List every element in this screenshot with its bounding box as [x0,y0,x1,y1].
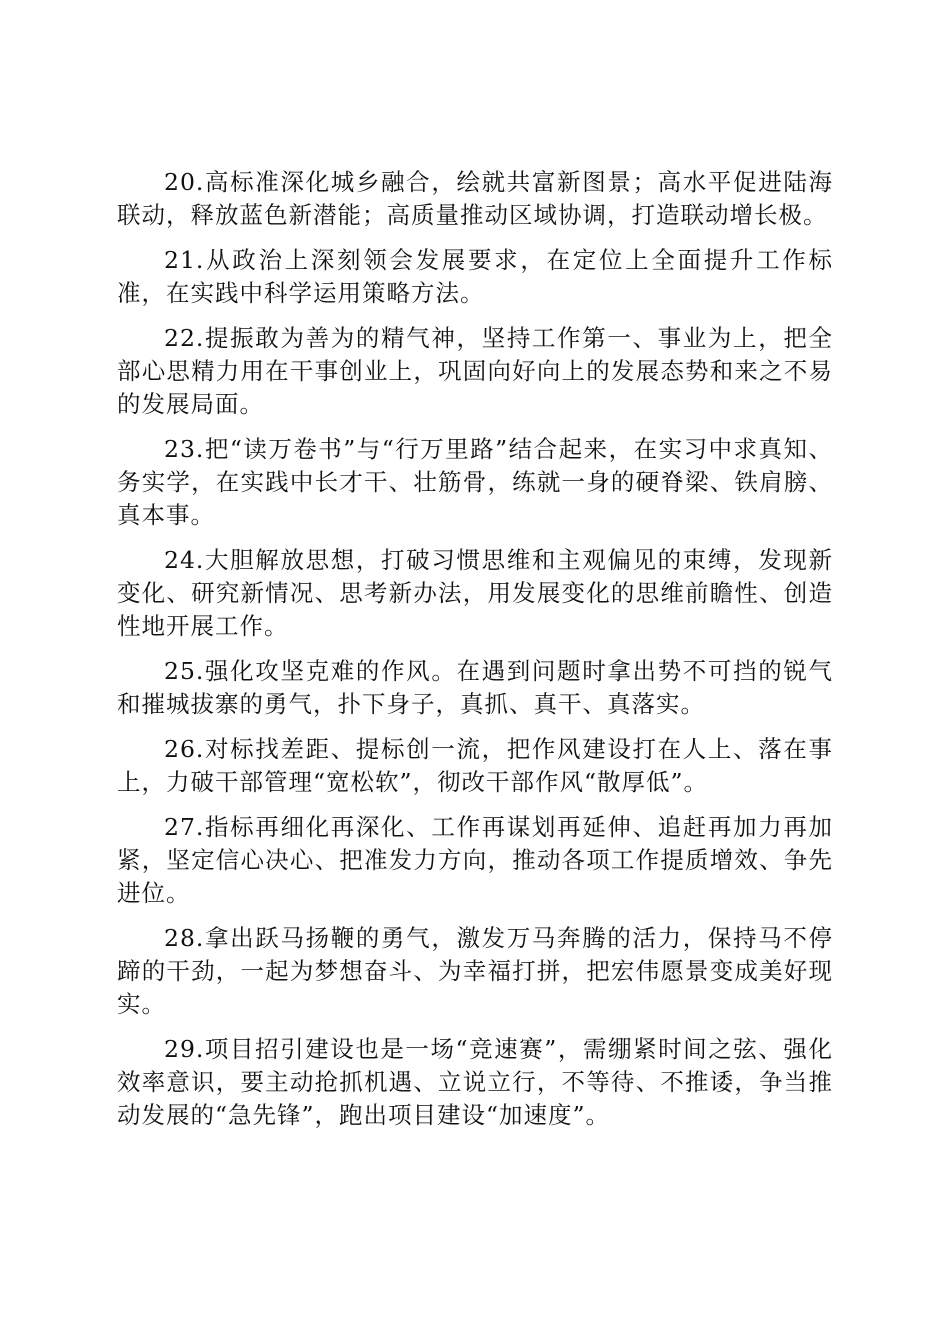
paragraph-26: 26.对标找差距、提标创一流，把作风建设打在人上、落在事上，力破干部管理“宽松软”，彻改干部作风“散厚低”。 [117,735,833,796]
paragraph-28: 28.拿出跃马扬鞭的勇气，激发万马奔腾的活力，保持马不停蹄的干劲，一起为梦想奋斗、为幸福打拼，把宏伟愿景变成美好现实。 [117,924,833,1018]
paragraph-20: 20.高标准深化城乡融合，绘就共富新图景；高水平促进陆海联动，释放蓝色新潜能；高质量推动区域协调，打造联动增长极。 [117,168,833,229]
paragraph-27: 27.指标再细化再深化、工作再谋划再延伸、追赶再加力再加紧，坚定信心决心、把准发力方向，推动各项工作提质增效、争先进位。 [117,813,833,907]
paragraph-25: 25.强化攻坚克难的作风。在遇到问题时拿出势不可挡的锐气和摧城拔寨的勇气，扑下身子，真抓、真干、真落实。 [117,657,833,718]
paragraph-22: 22.提振敢为善为的精气神，坚持工作第一、事业为上，把全部心思精力用在干事创业上，巩固向好向上的发展态势和来之不易的发展局面。 [117,324,833,418]
paragraph-23: 23.把“读万卷书”与“行万里路”结合起来，在实习中求真知、务实学，在实践中长才干、壮筋骨，练就一身的硬脊梁、铁肩膀、真本事。 [117,435,833,529]
paragraph-24: 24.大胆解放思想，打破习惯思维和主观偏见的束缚，发现新变化、研究新情况、思考新办法，用发展变化的思维前瞻性、创造性地开展工作。 [117,546,833,640]
paragraph-29: 29.项目招引建设也是一场“竞速赛”，需绷紧时间之弦、强化效率意识，要主动抢抓机遇、立说立行，不等待、不推诿，争当推动发展的“急先锋”，跑出项目建设“加速度”。 [117,1035,833,1129]
document-body [117,166,833,1144]
paragraph-21: 21.从政治上深刻领会发展要求，在定位上全面提升工作标准，在实践中科学运用策略方法。 [117,246,833,307]
